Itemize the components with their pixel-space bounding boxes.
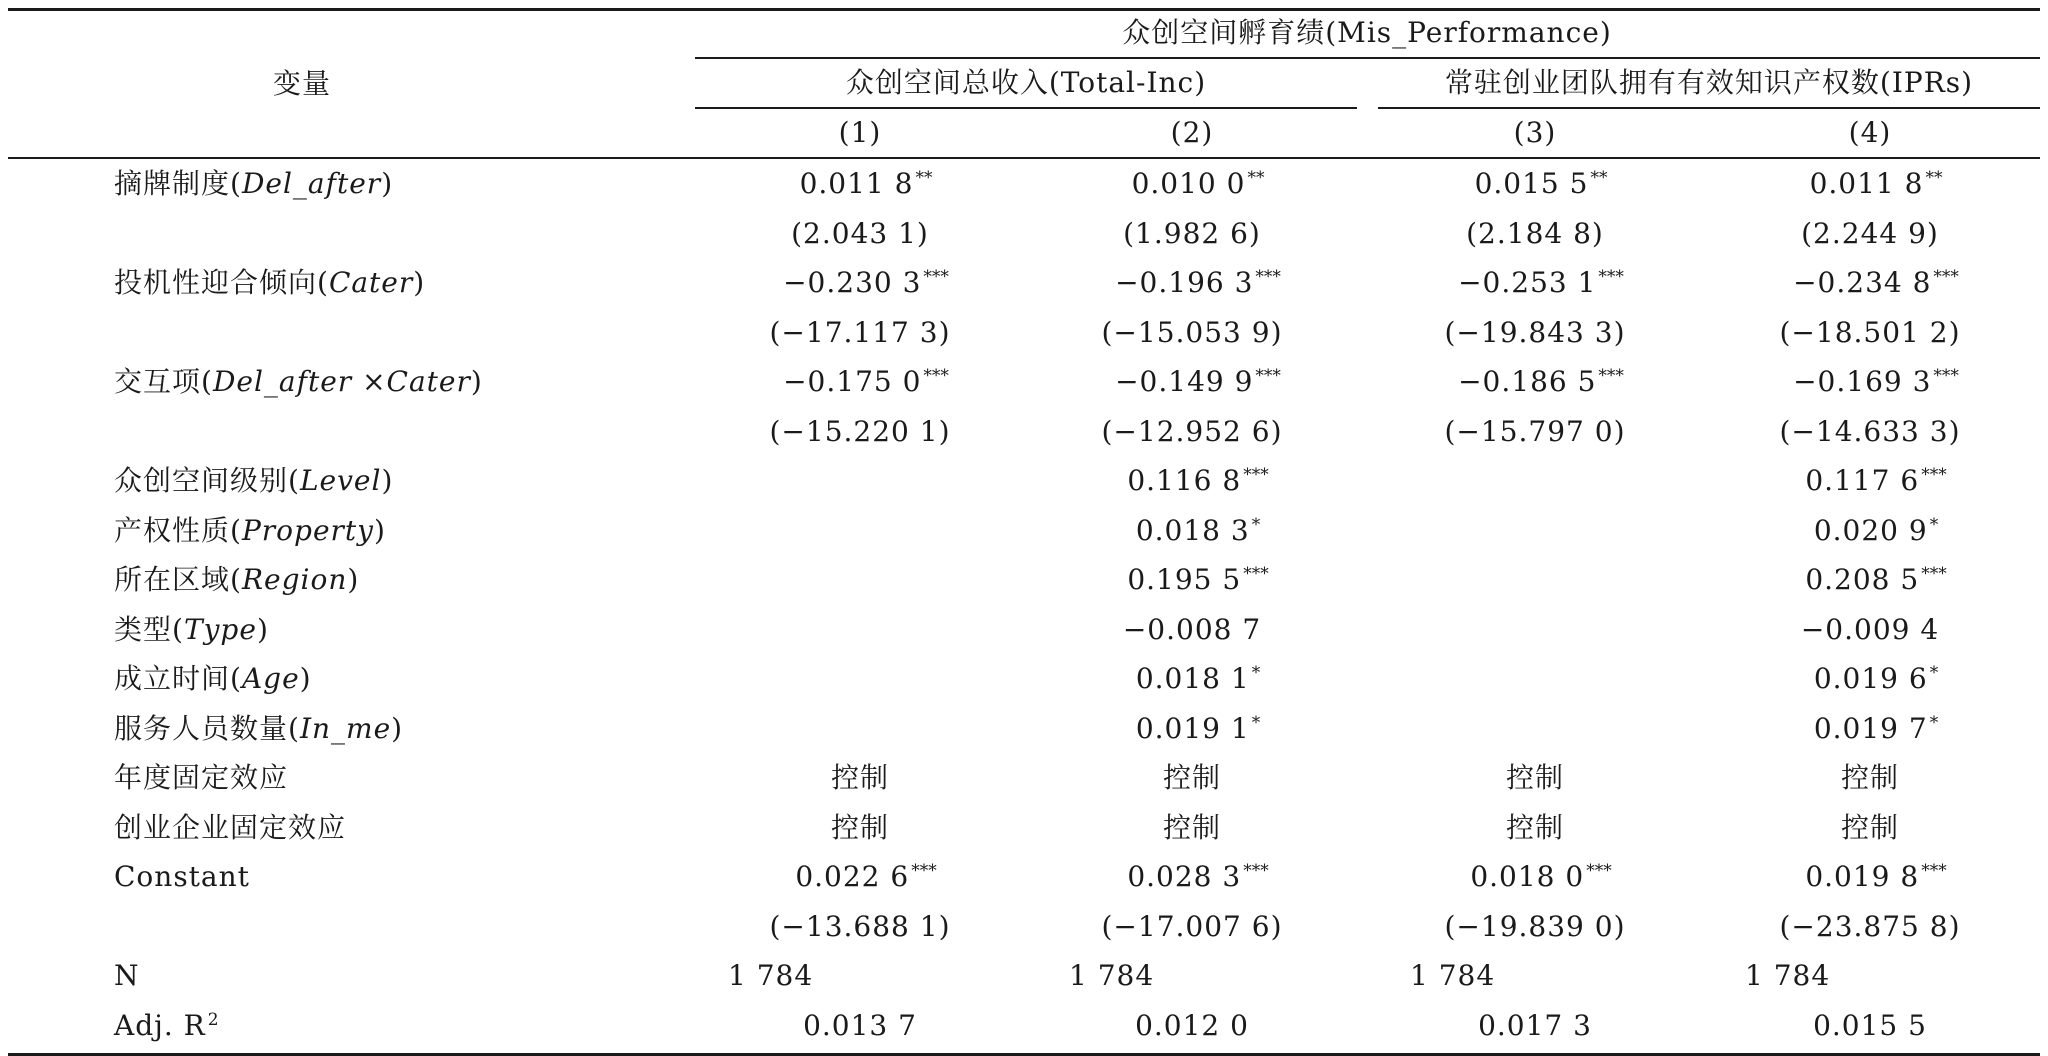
cell-value: 0.019 6 — [1813, 662, 1928, 695]
table-cell — [1127, 860, 1269, 893]
significance-stars: * — [1251, 713, 1261, 733]
table-cell — [1840, 761, 1900, 794]
header-bottom-rule — [8, 157, 2040, 159]
significance-stars: *** — [1921, 564, 1947, 584]
cell-value: (1.982 6) — [1123, 217, 1261, 250]
cell-value: −0.186 5 — [1458, 365, 1597, 398]
significance-stars: * — [1251, 663, 1261, 683]
table-cell — [1505, 811, 1565, 844]
significance-stars: *** — [1933, 366, 1959, 386]
table-cell — [1162, 761, 1222, 794]
table-cell — [1478, 1009, 1592, 1042]
cell-value: 控制 — [1840, 811, 1900, 844]
significance-stars: ** — [1590, 168, 1608, 188]
group-title: 众创空间孵育绩(Mis_Performance) — [1122, 16, 1612, 49]
row-label: Adj. R $^2$ — [114, 1009, 219, 1042]
table-cell — [1458, 266, 1624, 299]
row-label: Constant — [114, 860, 250, 893]
cell-value: −0.253 1 — [1458, 266, 1597, 299]
significance-stars: *** — [923, 366, 949, 386]
sub-header-left: 众创空间总收入(Total-Inc) — [845, 66, 1207, 99]
row-label: 创业企业固定效应 — [114, 811, 347, 844]
table-cell — [1458, 365, 1624, 398]
cell-value: 控制 — [1840, 761, 1900, 794]
significance-stars: * — [1251, 515, 1261, 535]
table-cell — [769, 910, 951, 943]
col-number-3: (3) — [1513, 116, 1557, 149]
cell-value: −0.196 3 — [1115, 266, 1254, 299]
row-label: 成立时间(Age) — [114, 662, 312, 695]
table-cell — [1470, 860, 1612, 893]
table-cell — [1474, 167, 1608, 200]
significance-stars: *** — [1243, 465, 1269, 485]
cell-value: (−13.688 1) — [769, 910, 951, 943]
significance-stars: * — [1929, 713, 1939, 733]
table-cell — [1101, 316, 1283, 349]
cell-value: 控制 — [1162, 811, 1222, 844]
cell-value: 1 784 — [1069, 959, 1155, 992]
significance-stars: *** — [1598, 366, 1624, 386]
cell-value: 0.011 8 — [1809, 167, 1924, 200]
table-cell — [1410, 959, 1496, 992]
cell-value: −0.175 0 — [783, 365, 922, 398]
significance-stars: *** — [923, 267, 949, 287]
cell-value: 控制 — [1162, 761, 1222, 794]
cell-value: (2.184 8) — [1466, 217, 1604, 250]
table-cell — [783, 365, 949, 398]
significance-stars: ** — [1925, 168, 1943, 188]
table-cell — [1123, 217, 1261, 250]
cell-value: −0.230 3 — [783, 266, 922, 299]
row-label: 所在区域(Region) — [114, 563, 360, 596]
table-cell — [1805, 860, 1947, 893]
table-cell — [1444, 316, 1626, 349]
significance-stars: * — [1929, 663, 1939, 683]
significance-stars: *** — [1243, 861, 1269, 881]
row-label: N — [114, 959, 140, 992]
cell-value: −0.234 8 — [1793, 266, 1932, 299]
cell-value: 0.013 7 — [803, 1009, 917, 1042]
significance-stars: *** — [1598, 267, 1624, 287]
cell-value: 控制 — [830, 811, 890, 844]
table-cell — [1444, 415, 1626, 448]
cell-value: 1 784 — [1410, 959, 1496, 992]
table-cell — [769, 316, 951, 349]
row-label: 服务人员数量(In_me) — [114, 712, 404, 745]
table-cell — [769, 415, 951, 448]
cell-value: 1 784 — [728, 959, 814, 992]
table-cell — [1505, 761, 1565, 794]
cell-value: 0.018 1 — [1135, 662, 1250, 695]
row-label: 类型(Type) — [114, 613, 269, 646]
table-cell — [1135, 662, 1261, 695]
cell-value: (−23.875 8) — [1779, 910, 1961, 943]
table-cell — [1813, 1009, 1927, 1042]
table-cell — [1779, 415, 1961, 448]
table-cell — [1805, 563, 1947, 596]
table-cell — [1444, 910, 1626, 943]
cell-value: 0.020 9 — [1813, 514, 1928, 547]
cell-value: −0.149 9 — [1115, 365, 1254, 398]
variable-header: 变量 — [272, 67, 332, 100]
table-cell — [1115, 365, 1281, 398]
table-cell — [1840, 811, 1900, 844]
row-label: 产权性质(Property) — [114, 514, 386, 547]
significance-stars: ** — [1247, 168, 1265, 188]
group-underline — [695, 57, 2040, 59]
significance-stars: *** — [1921, 465, 1947, 485]
significance-stars: ** — [915, 168, 933, 188]
table-cell — [1162, 811, 1222, 844]
table-cell — [783, 266, 949, 299]
cell-value: 控制 — [830, 761, 890, 794]
table-cell — [1115, 266, 1281, 299]
table-cell — [1813, 662, 1939, 695]
table-cell — [728, 959, 814, 992]
table-cell — [1127, 464, 1269, 497]
table-cell — [1813, 514, 1939, 547]
cell-value: −0.169 3 — [1793, 365, 1932, 398]
table-cell — [1466, 217, 1604, 250]
cell-value: 0.208 5 — [1805, 563, 1920, 596]
cell-value: 0.018 0 — [1470, 860, 1585, 893]
cell-value: −0.009 4 — [1800, 613, 1940, 646]
sub-right-underline — [1378, 107, 2040, 109]
row-label: 投机性迎合倾向(Cater) — [114, 266, 426, 299]
table-cell — [1809, 167, 1943, 200]
cell-value: (−15.053 9) — [1101, 316, 1283, 349]
table-cell — [1135, 514, 1261, 547]
cell-value: 0.195 5 — [1127, 563, 1242, 596]
cell-value: (2.244 9) — [1801, 217, 1939, 250]
cell-value: 1 784 — [1745, 959, 1831, 992]
cell-value: 控制 — [1505, 761, 1565, 794]
col-number-2: (2) — [1170, 116, 1214, 149]
cell-value: 0.117 6 — [1805, 464, 1920, 497]
cell-value: 0.012 0 — [1135, 1009, 1249, 1042]
cell-value: 0.010 0 — [1131, 167, 1246, 200]
significance-stars: *** — [1921, 861, 1947, 881]
top-rule — [8, 8, 2040, 11]
table-cell — [803, 1009, 917, 1042]
table-cell — [1745, 959, 1831, 992]
significance-stars: *** — [1255, 267, 1281, 287]
cell-value: 控制 — [1505, 811, 1565, 844]
cell-value: 0.116 8 — [1127, 464, 1242, 497]
table-cell — [791, 217, 929, 250]
table-cell — [1793, 266, 1959, 299]
cell-value: (2.043 1) — [791, 217, 929, 250]
cell-value: 0.019 1 — [1135, 712, 1250, 745]
cell-value: (−18.501 2) — [1779, 316, 1961, 349]
row-label: 众创空间级别(Level) — [114, 464, 394, 497]
cell-value: (−19.839 0) — [1444, 910, 1626, 943]
table-cell — [1127, 563, 1269, 596]
sub-left-underline — [695, 107, 1357, 109]
cell-value: (−12.952 6) — [1101, 415, 1283, 448]
table-cell — [1779, 910, 1961, 943]
row-label: 年度固定效应 — [114, 761, 289, 794]
cell-value: (−14.633 3) — [1779, 415, 1961, 448]
table-cell — [799, 167, 933, 200]
significance-stars: *** — [911, 861, 937, 881]
cell-value: 0.019 7 — [1813, 712, 1928, 745]
table-cell — [1793, 365, 1959, 398]
significance-stars: * — [1929, 515, 1939, 535]
table-cell — [1779, 316, 1961, 349]
table-cell — [1131, 167, 1265, 200]
cell-value: 0.028 3 — [1127, 860, 1242, 893]
col-number-1: (1) — [838, 116, 882, 149]
cell-value: 0.022 6 — [795, 860, 910, 893]
cell-value: 0.018 3 — [1135, 514, 1250, 547]
table-cell — [1800, 613, 1940, 646]
cell-value: 0.017 3 — [1478, 1009, 1592, 1042]
table-cell — [1135, 1009, 1249, 1042]
col-number-4: (4) — [1848, 116, 1892, 149]
cell-value: (−17.007 6) — [1101, 910, 1283, 943]
table-cell — [1122, 613, 1262, 646]
table-cell — [795, 860, 937, 893]
cell-value: −0.008 7 — [1122, 613, 1262, 646]
row-label: 摘牌制度(Del_after) — [114, 167, 394, 200]
table-cell — [1069, 959, 1155, 992]
table-cell — [1135, 712, 1261, 745]
significance-stars: *** — [1586, 861, 1612, 881]
table-cell — [1801, 217, 1939, 250]
cell-value: (−15.797 0) — [1444, 415, 1626, 448]
cell-value: 0.015 5 — [1474, 167, 1589, 200]
cell-value: (−19.843 3) — [1444, 316, 1626, 349]
table-cell — [830, 811, 890, 844]
significance-stars: *** — [1255, 366, 1281, 386]
row-label: 交互项(Del_after ×Cater) — [114, 365, 483, 398]
table-cell — [1805, 464, 1947, 497]
table-cell — [1813, 712, 1939, 745]
cell-value: 0.019 8 — [1805, 860, 1920, 893]
table-cell — [1101, 910, 1283, 943]
cell-value: (−17.117 3) — [769, 316, 951, 349]
cell-value: 0.015 5 — [1813, 1009, 1927, 1042]
cell-value: (−15.220 1) — [769, 415, 951, 448]
table-cell — [1101, 415, 1283, 448]
significance-stars: *** — [1933, 267, 1959, 287]
cell-value: 0.011 8 — [799, 167, 914, 200]
sub-header-right: 常驻创业团队拥有有效知识产权数(IPRs) — [1444, 66, 1974, 99]
significance-stars: *** — [1243, 564, 1269, 584]
table-cell — [830, 761, 890, 794]
